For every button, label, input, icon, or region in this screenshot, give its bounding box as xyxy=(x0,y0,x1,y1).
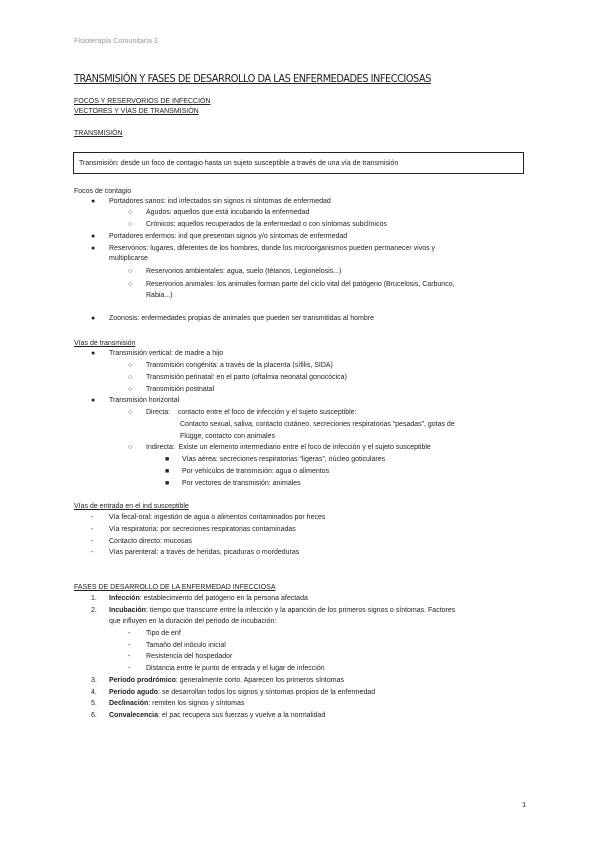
list-item: Distancia entre le punto de entrada y el lugar de infección xyxy=(146,665,325,672)
focos-heading: Focos de contagio xyxy=(74,188,132,195)
term-bold: Declinación xyxy=(109,700,149,707)
list-item: Transmisión horizontal xyxy=(109,397,180,404)
page-number: 1 xyxy=(522,800,527,809)
document-title: TRANSMISIÓN Y FASES DE DESARROLLO DA LAS ENFERMEDADES INFECCIOSAS xyxy=(74,73,431,85)
dash-bullet-icon: - xyxy=(128,642,131,649)
list-item-continuation: Flügge, contacto con animales xyxy=(180,433,275,440)
list-item: Transmisión congénita: a través de la placenta (sífilis, SIDA) xyxy=(146,362,333,369)
dash-bullet-icon: - xyxy=(91,549,94,556)
list-number: 4. xyxy=(91,689,97,696)
circle-bullet-icon: ○ xyxy=(128,444,133,451)
bullet-icon: ● xyxy=(91,315,96,322)
bullet-icon: ● xyxy=(91,350,96,357)
definition-text: Transmisión: desde un foco de contagio hasta un sujeto susceptible a través de una vía de transmisión xyxy=(79,160,399,167)
bullet-icon: ● xyxy=(91,245,96,252)
circle-bullet-icon: ○ xyxy=(128,268,133,275)
list-item: Resistencia del hospedador xyxy=(146,653,233,660)
term-bold: Período prodrómico xyxy=(109,677,176,684)
list-item: Por vehículos de transmisión: agua o alimentos xyxy=(182,468,330,475)
list-item-continuation: Rabia...) xyxy=(146,292,173,299)
term-definition: : remiten los signos y síntomas xyxy=(148,700,245,707)
term-definition: : establecimiento del patógeno en la persona afectada xyxy=(139,595,308,602)
list-item: Indirecta: Existe un elemento intermediario entre el foco de infección y el sujeto susceptible xyxy=(146,444,431,451)
link-focos[interactable]: FOCOS Y RESERVORIOS DE INFECCIÓN xyxy=(74,98,211,105)
circle-bullet-icon: ○ xyxy=(128,386,133,393)
list-item: Transmisión vertical: de madre a hijo xyxy=(109,350,224,357)
section-heading-transmision: TRANSMISIÓN xyxy=(74,130,123,137)
vias-heading: Vías de transmisión xyxy=(74,340,136,347)
list-item-continuation: que influyen en la duración del periodo de incubación: xyxy=(109,618,277,625)
definition-box xyxy=(73,152,524,174)
list-item-continuation: Contacto sexual, saliva, contacto cutáneo, secreciones respiratorias “pesadas”, gotas de xyxy=(180,421,455,428)
list-item: Vías aérea: secreciones respiratorias “ligeras”, núcleo goticulares xyxy=(182,456,386,463)
list-item: Contacto directo: mucosas xyxy=(109,538,192,545)
fases-heading: FASES DE DESARROLLO DE LA ENFERMEDAD INFECCIOSA xyxy=(74,584,276,591)
circle-bullet-icon: ○ xyxy=(128,374,133,381)
list-number: 3. xyxy=(91,677,97,684)
term-definition: : el pac recupera sus fuerzas y vuelve a la normalidad xyxy=(158,712,326,719)
dash-bullet-icon: - xyxy=(128,665,131,672)
square-bullet-icon: ■ xyxy=(165,480,170,487)
list-item: Reservorios ambientales: agua, suelo (tétanos, Legionelosis...) xyxy=(146,268,342,275)
list-item: Directa: contacto entre el foco de infección y el sujeto susceptible: xyxy=(146,409,357,416)
list-item: Agudos: aquellos que está incubando la enfermedad xyxy=(146,209,310,216)
dash-bullet-icon: - xyxy=(91,514,94,521)
list-item: Por vectores de transmisión: animales xyxy=(182,480,301,487)
dash-bullet-icon: - xyxy=(128,653,131,660)
term-bold: Infección xyxy=(109,595,140,602)
circle-bullet-icon: ○ xyxy=(128,221,133,228)
list-item: Portadores enfermos: ind que presentan signos y/o síntomas de enfermedad xyxy=(109,233,348,240)
dash-bullet-icon: - xyxy=(91,538,94,545)
bullet-icon: ● xyxy=(91,198,96,205)
link-vectores[interactable]: VECTORES Y VÍAS DE TRANSMISIÓN xyxy=(74,108,199,115)
page-header: Fisioterapia Comunitaria 3 xyxy=(74,36,158,45)
circle-bullet-icon: ○ xyxy=(128,409,133,416)
list-item: Reservorios: lugares, diferentes de los hombres, donde los microorganismos pueden permanecer vivos y xyxy=(109,245,436,252)
term-definition: : tiempo que transcurre entre la infección y la aparición de los primeros signos o síntomas. Factores xyxy=(145,607,456,614)
list-item xyxy=(109,711,325,721)
bullet-icon: ● xyxy=(91,397,96,404)
list-item: Reservorios animales: los animales forman parte del ciclo vital del patógeno (Brucelosis, Carbunco, xyxy=(146,281,455,288)
list-number: 1. xyxy=(91,595,97,602)
entrada-heading: Vías de entrada en el ind susceptible xyxy=(74,503,189,510)
square-bullet-icon: ■ xyxy=(165,456,170,463)
list-item: Portadores sanos: ind infectados sin signos ni síntomas de enfermedad xyxy=(109,198,331,205)
list-item xyxy=(109,676,344,686)
list-item: Vía respiratoria: por secreciones respiratorias contaminadas xyxy=(109,526,296,533)
list-item: Tamaño del inóculo inicial xyxy=(146,642,226,649)
list-item xyxy=(109,688,375,698)
term-definition: : se desarrollan todos los signos y síntomas propios de la enfermedad xyxy=(158,689,376,696)
list-item-continuation: multiplicarse xyxy=(109,255,148,262)
square-bullet-icon: ■ xyxy=(165,468,170,475)
term-bold: Período agudo xyxy=(109,689,158,696)
term-bold: Incubación xyxy=(109,607,146,614)
list-item: Zoonosis: enfermedades propias de animales que pueden ser transmitidas al hombre xyxy=(109,315,374,322)
list-item xyxy=(109,699,244,709)
term-bold: Convalecencia xyxy=(109,712,159,719)
circle-bullet-icon: ○ xyxy=(128,362,133,369)
list-item xyxy=(109,606,455,616)
list-number: 2. xyxy=(91,607,97,614)
list-item: Vías parenteral: a través de heridas, picaduras o mordeduras xyxy=(109,549,300,556)
list-item: Transmisión postnatal xyxy=(146,386,215,393)
list-item: Tipo de enf xyxy=(146,630,181,637)
list-item: Transmisión perinatal: en el parto (oftalmia neonatal gonocócica) xyxy=(146,374,347,381)
term-definition: : generalmente corto. Aparecen los primeros síntomas xyxy=(175,677,344,684)
dash-bullet-icon: - xyxy=(128,630,131,637)
dash-bullet-icon: - xyxy=(91,526,94,533)
circle-bullet-icon: ○ xyxy=(128,281,133,288)
list-item: Vía fecal-oral: ingestión de agua o alimentos contaminados por heces xyxy=(109,514,326,521)
list-number: 5. xyxy=(91,700,97,707)
circle-bullet-icon: ○ xyxy=(128,209,133,216)
list-item xyxy=(109,594,308,604)
bullet-icon: ● xyxy=(91,233,96,240)
list-item: Crónicos: aquellos recuperados de la enfermedad o con síntomas subclínicos xyxy=(146,221,387,228)
list-number: 6. xyxy=(91,712,97,719)
